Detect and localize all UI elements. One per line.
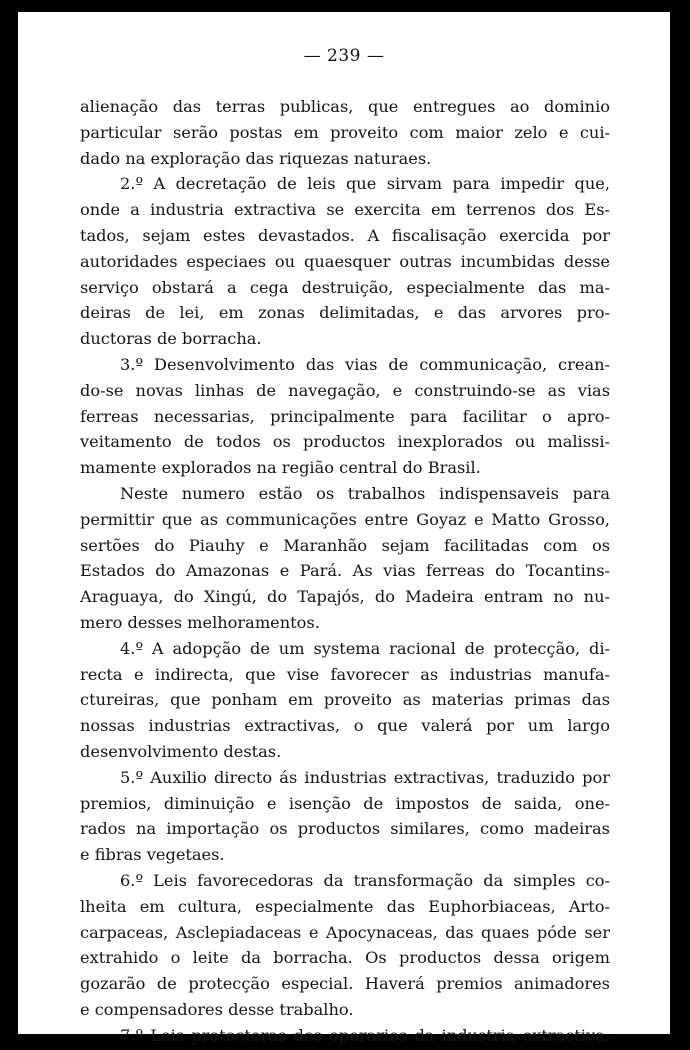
text-line: serviço obstará a cega destruição, especialmente das ma- [80,277,610,297]
text-line: Neste numero estão os trabalhos indispensaveis para [120,483,610,503]
body-text [80,94,610,1048]
text-line: lheita em cultura, especialmente das Euphorbiaceas, Arto- [80,896,610,916]
text-line: gozarão de protecção especial. Haverá premios animadores [80,974,610,994]
text-line: mamente explorados na região central do Brasil. [80,458,481,478]
text-line: do-se novas linhas de navegação, e construindo-se as vias [80,380,610,400]
text-line: autoridades especiaes ou quaesquer outras incumbidas desse [80,251,610,271]
book-page [18,12,670,1045]
text-line: recta e indirecta, que vise favorecer as industrias manufa- [80,664,610,684]
text-line: rados na importação os productos similares, como madeiras [80,819,610,839]
text-line: e fibras vegetaes. [80,845,225,865]
text-line: ductoras de borracha. [80,329,262,349]
text-line: deiras de lei, em zonas delimitadas, e das arvores pro- [80,303,610,323]
text-line: 5.º Auxilio directo ás industrias extractivas, traduzido por [120,767,610,787]
text-line: ferreas necessarias, principalmente para facilitar o apro- [80,406,610,426]
text-line: veitamento de todos os productos inexplorados ou malissi- [80,432,610,452]
text-line: tados, sejam estes devastados. A fiscalisação exercida por [80,225,610,245]
text-line: Estados do Amazonas e Pará. As vias ferreas do Tocantins- [80,561,610,581]
text-line: onde a industria extractiva se exercita em terrenos dos Es- [80,200,610,220]
text-line: 3.º Desenvolvimento das vias de communicação, crean- [120,354,610,374]
text-line: desenvolvimento destas. [80,741,282,761]
text-line: premios, diminuição e isenção de impostos de saida, one- [80,793,610,813]
text-line: 2.º A decretação de leis que sirvam para impedir que, [120,174,610,194]
text-line: dado na exploração das riquezas naturaes. [80,148,432,168]
text-line: sertões do Piauhy e Maranhão sejam facilitadas com os [80,535,610,555]
text-line: permittir que as communicações entre Goyaz e Matto Grosso, [80,509,610,529]
text-line: 7.º Leis protectoras dos operarios da industria extractiva, [120,1025,610,1045]
text-line: ctureiras, que ponham em proveito as materias primas das [80,690,610,710]
text-line: Araguaya, do Xingú, do Tapajós, do Madeira entram no nu- [80,587,610,607]
text-line: mero desses melhoramentos. [80,612,320,632]
text-line: nossas industrias extractivas, o que valerá por um largo [80,716,610,736]
text-line: e compensadores desse trabalho. [80,999,354,1019]
text-line: 6.º Leis favorecedoras da transformação da simples co- [120,870,610,890]
text-line: extrahido o leite da borracha. Os productos dessa origem [80,948,610,968]
text-line: carpaceas, Asclepiadaceas e Apocynaceas, das quaes póde ser [80,922,610,942]
text-line: particular serão postas em proveito com maior zelo e cui- [80,122,610,142]
page-number: — 239 — [303,46,385,66]
text-line: alienação das terras publicas, que entregues ao dominio [80,97,610,116]
text-line: 4.º A adopção de um systema racional de protecção, di- [120,638,610,658]
